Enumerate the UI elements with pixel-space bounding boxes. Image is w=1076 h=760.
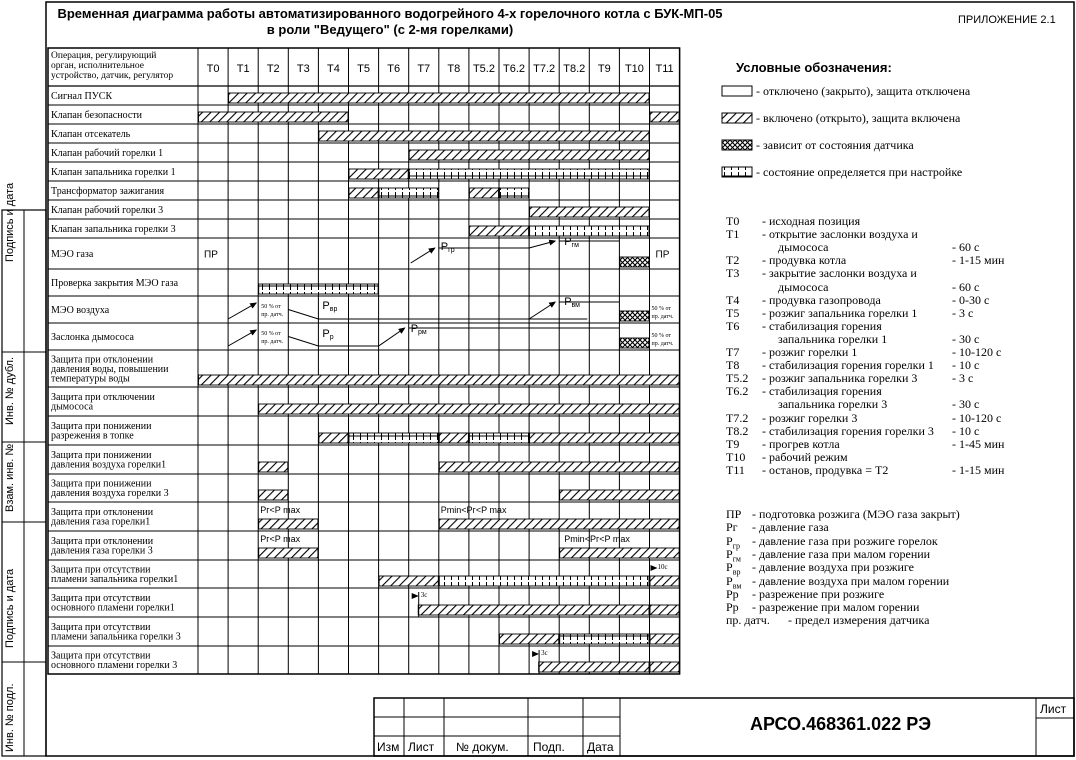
state-bar bbox=[530, 433, 680, 443]
pr-label-t0: ПР bbox=[204, 249, 218, 261]
row-label: Защита при понижении bbox=[51, 421, 152, 432]
symbol-description: - разрежение при розжиге bbox=[752, 586, 885, 601]
state-bar bbox=[560, 490, 679, 500]
pmin-pg-pmax-1: Pmin<Pг<P max bbox=[440, 505, 507, 515]
row-label: Защита при отсутствии bbox=[51, 564, 151, 576]
row-label: МЭО газа bbox=[51, 248, 94, 260]
step-duration: - 10-120 с bbox=[952, 410, 1002, 425]
state-bar bbox=[469, 188, 498, 198]
symbol-description: - давление газа при розжиге горелок bbox=[752, 533, 938, 548]
pmin-pg-pmax-3: Pmin<Pг<P max bbox=[564, 534, 630, 544]
state-bar bbox=[650, 576, 679, 586]
step-description: запальника горелки 1 bbox=[778, 331, 888, 346]
step-duration: - 30 с bbox=[952, 397, 980, 412]
step-description: запальника горелки 3 bbox=[778, 397, 888, 412]
row-label: давления воздуха горелки1 bbox=[51, 459, 167, 471]
pct-label-t11: пр. датч. bbox=[651, 341, 674, 347]
legend-item-off: - отключено (закрыто), защита отключена bbox=[756, 84, 971, 98]
step-description: - открытие заслонки воздуха и bbox=[762, 227, 918, 242]
step-code: T1 bbox=[726, 227, 740, 242]
row-label: дымососа bbox=[51, 401, 94, 413]
state-bar bbox=[418, 605, 649, 615]
state-bar bbox=[650, 605, 679, 615]
row-label: Заслонка дымососа bbox=[51, 331, 134, 343]
side-label-inv-orig: Инв. № подл. bbox=[4, 683, 16, 752]
side-label-inv-dupl: Инв. № дубл. bbox=[4, 356, 16, 425]
step-code: T11 bbox=[726, 462, 745, 477]
stamp-doc: № докум. bbox=[456, 740, 509, 754]
state-bar bbox=[439, 576, 649, 586]
state-bar bbox=[439, 462, 679, 472]
document-code: АРСО.468361.022 РЭ bbox=[750, 714, 932, 734]
step-description: - розжиг запальника горелки 1 bbox=[762, 305, 918, 320]
step-code: T4 bbox=[726, 292, 740, 307]
step-duration: - 10 с bbox=[952, 423, 980, 438]
step-description: - прогрев котла bbox=[762, 436, 840, 451]
step-description: дымососа bbox=[778, 279, 829, 294]
state-bar bbox=[349, 433, 438, 443]
state-bar bbox=[259, 548, 318, 558]
stamp-date: Дата bbox=[587, 740, 614, 754]
row-label: Защита при понижении bbox=[51, 478, 152, 490]
pg-lt-pmax-3: Pг<P max bbox=[260, 534, 301, 544]
column-header-T7: T7 bbox=[417, 63, 431, 75]
row-label: Защита при понижении bbox=[51, 450, 152, 461]
pct-label: 50 % от bbox=[261, 304, 281, 310]
step-code: T10 bbox=[726, 449, 746, 464]
row-label: Защита при отклонении bbox=[51, 536, 154, 547]
state-bar bbox=[319, 131, 649, 141]
t3c-label-1: 3с bbox=[420, 591, 428, 599]
t3c-label-3: 3с bbox=[541, 649, 548, 657]
row-label: Защита при отсутствии bbox=[51, 622, 151, 633]
column-header-T10: T10 bbox=[624, 63, 644, 75]
state-bar bbox=[349, 188, 378, 198]
header-operation-label: устройство, датчик, регулятор bbox=[51, 71, 174, 81]
step-duration: - 60 с bbox=[952, 279, 980, 294]
step-description: - продувка газопровода bbox=[762, 292, 881, 307]
p-vm-label: Pвм bbox=[564, 296, 580, 309]
state-bar bbox=[259, 462, 288, 472]
step-duration: - 3 с bbox=[952, 371, 974, 386]
step-description: - закрытие заслонки воздуха и bbox=[762, 266, 917, 281]
row-label: Клапан запальника горелки 3 bbox=[51, 223, 176, 235]
step-code: T5 bbox=[726, 305, 740, 320]
state-bar bbox=[229, 93, 649, 103]
row-label: Клапан отсекатель bbox=[51, 128, 131, 140]
pct-label-t11: пр. датч. bbox=[651, 314, 674, 320]
step-code: T7 bbox=[726, 345, 740, 359]
stamp-izm: Изм bbox=[377, 740, 400, 754]
p-gm-label: Pгм bbox=[564, 236, 579, 249]
symbol-description: - давление газа bbox=[752, 520, 829, 535]
legend-swatch-sensor bbox=[722, 140, 752, 150]
row-label: температуры воды bbox=[51, 373, 130, 385]
symbol-description: - давление воздуха при малом горении bbox=[752, 573, 950, 588]
p-gr-label: Pгр bbox=[440, 241, 455, 254]
curve-arrow bbox=[228, 303, 256, 319]
meo-gas-arrow-1 bbox=[411, 248, 435, 263]
state-bar bbox=[379, 576, 438, 586]
row-label: Защита при отклонении bbox=[51, 354, 154, 366]
p-r-label: Pр bbox=[322, 328, 334, 341]
row-label: Трансформатор зажигания bbox=[51, 185, 165, 197]
step-code: T2 bbox=[726, 253, 740, 268]
legend-item-on: - включено (открыто), защита включена bbox=[756, 111, 961, 125]
column-header-T4: T4 bbox=[327, 63, 340, 75]
step-code: T0 bbox=[726, 214, 740, 228]
column-header-T8-2: T8.2 bbox=[563, 63, 586, 75]
header-operation-label: орган, исполнительное bbox=[51, 61, 144, 71]
step-code: T3 bbox=[726, 266, 740, 281]
state-bar bbox=[650, 112, 679, 122]
state-bar bbox=[500, 188, 529, 198]
drawing-title-line-2: в роли "Ведущего" (с 2-мя горелками) bbox=[266, 22, 514, 37]
step-duration: - 1-45 мин bbox=[952, 436, 1005, 451]
symbol-code: пр. датч. bbox=[726, 613, 770, 628]
column-header-T8: T8 bbox=[447, 63, 461, 75]
pct-label: 50 % от bbox=[261, 331, 281, 337]
appendix-label: ПРИЛОЖЕНИЕ 2.1 bbox=[958, 14, 1056, 26]
legend-swatch-setting bbox=[722, 167, 752, 177]
pct-label: пр. датч. bbox=[261, 339, 284, 345]
pct-label-t11: 50 % от bbox=[651, 306, 672, 312]
step-code: T8.2 bbox=[726, 423, 749, 438]
row-label: основного пламени горелки 3 bbox=[51, 660, 178, 671]
side-label-sign-date-1: Подпись и дата bbox=[4, 182, 16, 262]
curve-arrow bbox=[228, 330, 256, 346]
symbol-code: $P_{гр}$ bbox=[726, 533, 740, 550]
step-code: T5.2 bbox=[726, 371, 749, 386]
legend-swatch-off bbox=[722, 86, 752, 96]
step-code: T6.2 bbox=[726, 384, 749, 399]
step-duration: - 30 с bbox=[952, 331, 980, 346]
state-bar bbox=[620, 257, 649, 267]
column-header-T11: T11 bbox=[655, 63, 674, 75]
row-label: основного пламени горелки1 bbox=[51, 602, 175, 614]
state-bar bbox=[409, 169, 649, 179]
step-description: - розжиг горелки 1 bbox=[762, 345, 858, 359]
side-label-vzam-inv: Взам. инв. № bbox=[4, 443, 16, 512]
legend-title: Условные обозначения: bbox=[736, 60, 892, 75]
t10c-label: 10с bbox=[657, 563, 668, 571]
state-bar bbox=[650, 662, 679, 672]
state-bar bbox=[620, 311, 649, 321]
step-description: - стабилизация горения горелки 3 bbox=[762, 423, 934, 438]
row-label: Сигнал ПУСК bbox=[51, 90, 113, 102]
row-label: Защита при отключении bbox=[51, 392, 155, 403]
state-bar bbox=[259, 490, 288, 500]
state-bar bbox=[539, 662, 649, 672]
state-bar bbox=[319, 433, 348, 443]
state-bar bbox=[650, 634, 679, 644]
state-bar bbox=[469, 226, 528, 236]
meo-gas-arrow-2 bbox=[529, 241, 555, 248]
step-description: - розжиг запальника горелки 3 bbox=[762, 371, 918, 386]
column-header-T2: T2 bbox=[266, 63, 280, 75]
step-description: - останов, продувка = T2 bbox=[762, 462, 889, 477]
state-bar bbox=[259, 404, 679, 414]
step-description: - стабилизация горения bbox=[762, 384, 882, 399]
column-header-T3: T3 bbox=[296, 63, 310, 75]
air-arrow bbox=[529, 302, 555, 319]
column-header-T9: T9 bbox=[597, 63, 611, 75]
step-duration: - 10-120 с bbox=[952, 345, 1002, 359]
state-bar bbox=[409, 150, 649, 160]
pg-lt-pmax-1: Pг<P max bbox=[260, 505, 301, 515]
step-duration: - 60 с bbox=[952, 240, 980, 255]
row-label: Клапан рабочий горелки 3 bbox=[51, 204, 164, 216]
row-label: пламени запальника горелки1 bbox=[51, 574, 179, 585]
state-bar bbox=[259, 284, 378, 294]
symbol-description: - давление газа при малом горении bbox=[752, 546, 931, 561]
row-label: Защита при отсутствии bbox=[51, 593, 151, 604]
step-code: T8 bbox=[726, 358, 740, 373]
column-header-T5-2: T5.2 bbox=[472, 63, 495, 75]
header-operation-label: Операция, регулирующий bbox=[51, 51, 157, 61]
p-rm-label: Pрм bbox=[410, 323, 427, 336]
stamp-list: Лист bbox=[408, 740, 435, 754]
row-label: давления газа горелки1 bbox=[51, 516, 151, 528]
row-label: Защита при отклонении bbox=[51, 507, 154, 518]
step-description: - стабилизация горения bbox=[762, 318, 882, 333]
state-bar bbox=[560, 634, 649, 644]
symbol-description: - давление воздуха при розжиге bbox=[752, 560, 914, 575]
state-bar bbox=[469, 433, 528, 443]
row-label: Проверка закрытия МЭО газа bbox=[51, 277, 179, 289]
state-bar bbox=[560, 548, 679, 558]
pct-label: пр. датч. bbox=[261, 312, 284, 318]
column-header-T6: T6 bbox=[387, 63, 401, 75]
step-duration: - 1-15 мин bbox=[952, 462, 1005, 477]
symbol-code: $P_{гм}$ bbox=[726, 546, 741, 564]
row-label: давления воды, повышении bbox=[51, 363, 169, 375]
row-label: Клапан запальника горелки 1 bbox=[51, 166, 176, 178]
step-description: - продувка котла bbox=[762, 253, 847, 268]
sheet-label: Лист bbox=[1040, 702, 1067, 716]
state-bar bbox=[530, 226, 649, 236]
symbol-code: ПР bbox=[726, 507, 742, 521]
state-bar bbox=[439, 519, 679, 529]
column-header-T1: T1 bbox=[236, 63, 250, 75]
symbol-code: $P_{вм}$ bbox=[726, 573, 742, 590]
state-bar bbox=[530, 207, 649, 217]
state-bar bbox=[620, 338, 649, 348]
state-bar bbox=[379, 188, 438, 198]
step-description: - розжиг горелки 3 bbox=[762, 410, 858, 425]
smoke-arrow bbox=[379, 328, 405, 346]
symbol-description: - предел измерения датчика bbox=[788, 613, 930, 628]
state-bar bbox=[349, 169, 408, 179]
symbol-code: Pр bbox=[726, 600, 739, 615]
row-label: Клапан безопасности bbox=[51, 109, 143, 121]
symbol-code: $P_{вр}$ bbox=[726, 560, 741, 577]
column-header-T0: T0 bbox=[206, 63, 220, 75]
legend-item-setting: - состояние определяется при настройке bbox=[756, 165, 963, 179]
step-code: T9 bbox=[726, 436, 740, 451]
row-label: Защита при отсутствии bbox=[51, 650, 151, 662]
step-description: дымососа bbox=[778, 240, 829, 255]
p-vr-label: Pвр bbox=[322, 300, 338, 313]
column-header-T5: T5 bbox=[357, 63, 370, 75]
symbol-code: Pг bbox=[726, 520, 738, 535]
row-label: Клапан рабочий горелки 1 bbox=[51, 147, 164, 159]
step-duration: - 1-15 мин bbox=[952, 253, 1005, 268]
step-description: - исходная позиция bbox=[762, 214, 861, 228]
step-code: T7.2 bbox=[726, 410, 749, 425]
step-code: T6 bbox=[726, 318, 740, 333]
pr-label-t11: ПР bbox=[655, 249, 670, 261]
step-description: - рабочий режим bbox=[762, 449, 848, 464]
stamp-sign: Подп. bbox=[533, 740, 565, 754]
legend-swatch-on bbox=[722, 113, 752, 123]
state-bar bbox=[199, 112, 349, 122]
legend-item-sensor: - зависит от состояния датчика bbox=[756, 138, 914, 152]
drawing-title-line-1: Временная диаграмма работы автоматизированного водогрейного 4-х горелочного котла с БУК-МП-05 bbox=[57, 6, 723, 21]
state-bar bbox=[199, 375, 680, 385]
step-duration: - 10 с bbox=[952, 358, 980, 373]
symbol-description: - подготовка розжига (МЭО газа закрыт) bbox=[752, 507, 960, 521]
step-duration: - 3 с bbox=[952, 305, 974, 320]
column-header-T6-2: T6.2 bbox=[503, 63, 526, 75]
row-label: разрежения в топке bbox=[51, 430, 134, 442]
side-label-sign-date-2: Подпись и дата bbox=[4, 568, 16, 648]
row-label: давления воздуха горелки 3 bbox=[51, 488, 169, 499]
state-bar bbox=[259, 519, 318, 529]
symbol-code: Pр bbox=[726, 586, 739, 601]
symbol-description: - разрежение при малом горении bbox=[752, 600, 920, 615]
row-label: пламени запальника горелки 3 bbox=[51, 631, 181, 643]
state-bar bbox=[439, 433, 468, 443]
state-bar bbox=[500, 634, 559, 644]
pct-label-t11: 50 % от bbox=[651, 333, 672, 339]
step-description: - стабилизация горения горелки 1 bbox=[762, 358, 934, 373]
column-header-T7-2: T7.2 bbox=[533, 63, 556, 75]
row-label: МЭО воздуха bbox=[51, 304, 110, 316]
step-duration: - 0-30 с bbox=[952, 292, 990, 307]
row-label: давления газа горелки 3 bbox=[51, 545, 153, 557]
